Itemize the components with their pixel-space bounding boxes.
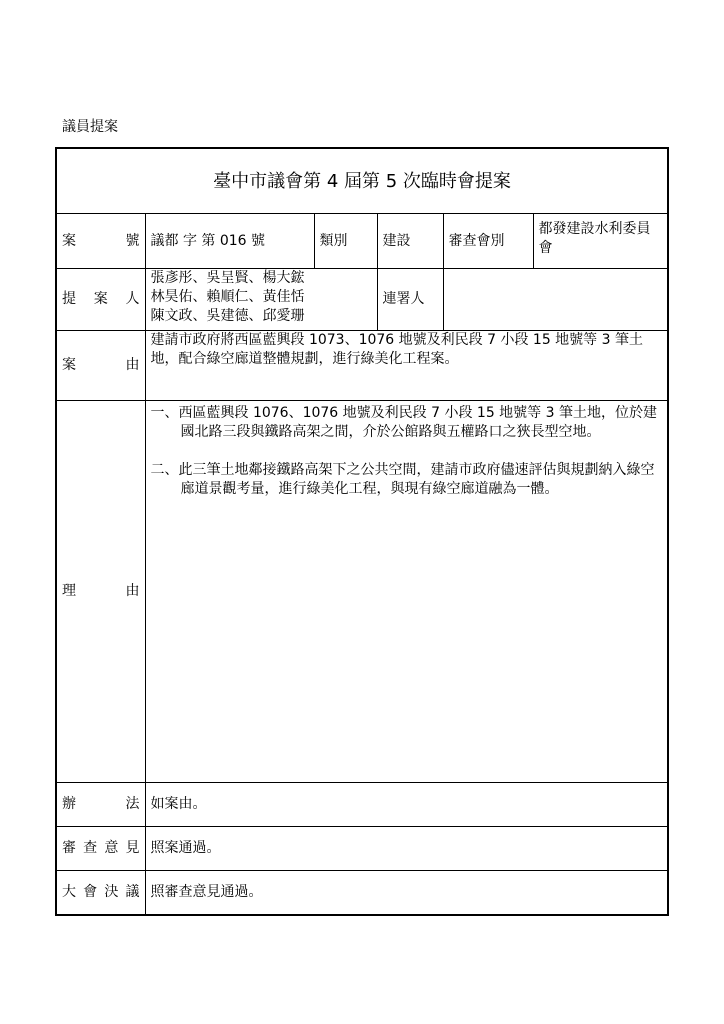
cosigner-value <box>443 269 668 331</box>
reason-item: 二、此三筆土地鄰接鐵路高架下之公共空間，建請市政府儘速評估與規劃納入綠空廊道景觀考量，進行綠美化工程，與現有綠空廊道融為一體。 <box>150 462 655 497</box>
committee-label: 審查會別 <box>443 214 533 269</box>
subject-text: 建請市政府將西區藍興段 1073、1076 地號及利民段 7 小段 15 地號等 3 筆土地，配合綠空廊道整體規劃，進行綠美化工程案。 <box>145 331 668 401</box>
proposal-table <box>55 147 669 916</box>
proposal-title: 臺中市議會第 4 屆第 5 次臨時會提案 <box>56 148 668 214</box>
proposers-line: 林昊佑、賴順仁、黃佳恬 <box>150 289 305 305</box>
committee-value: 都發建設水利委員會 <box>533 214 668 269</box>
reason-item: 一、西區藍興段 1076、1076 地號及利民段 7 小段 15 地號等 3 筆土地，位於建國北路三段與鐵路高架之間，介於公館路與五權路口之狹長型空地。 <box>150 405 657 440</box>
method-label: 辦法 <box>56 783 145 827</box>
category-label: 類別 <box>314 214 377 269</box>
resolution-text: 照審查意見通過。 <box>145 871 668 915</box>
cosigner-label: 連署人 <box>377 269 443 331</box>
reasons-body <box>145 401 668 783</box>
case-number-value: 議都 字 第 016 號 <box>145 214 314 269</box>
reasons-list <box>151 404 663 499</box>
proposers-label: 提案人 <box>56 269 145 331</box>
proposers-list <box>145 269 377 331</box>
proposers-line: 張彥彤、吳呈賢、楊大鋐 <box>150 270 305 286</box>
proposers-line: 陳文政、吳建德、邱愛珊 <box>150 308 305 324</box>
method-text: 如案由。 <box>145 783 668 827</box>
case-number-label: 案號 <box>56 214 145 269</box>
review-text: 照案通過。 <box>145 827 668 871</box>
category-value: 建設 <box>377 214 443 269</box>
resolution-label: 大會決議 <box>56 871 145 915</box>
subject-label: 案由 <box>56 331 145 401</box>
review-label: 審查意見 <box>56 827 145 871</box>
reasons-label: 理由 <box>56 401 145 783</box>
document-label: 議員提案 <box>62 119 118 135</box>
